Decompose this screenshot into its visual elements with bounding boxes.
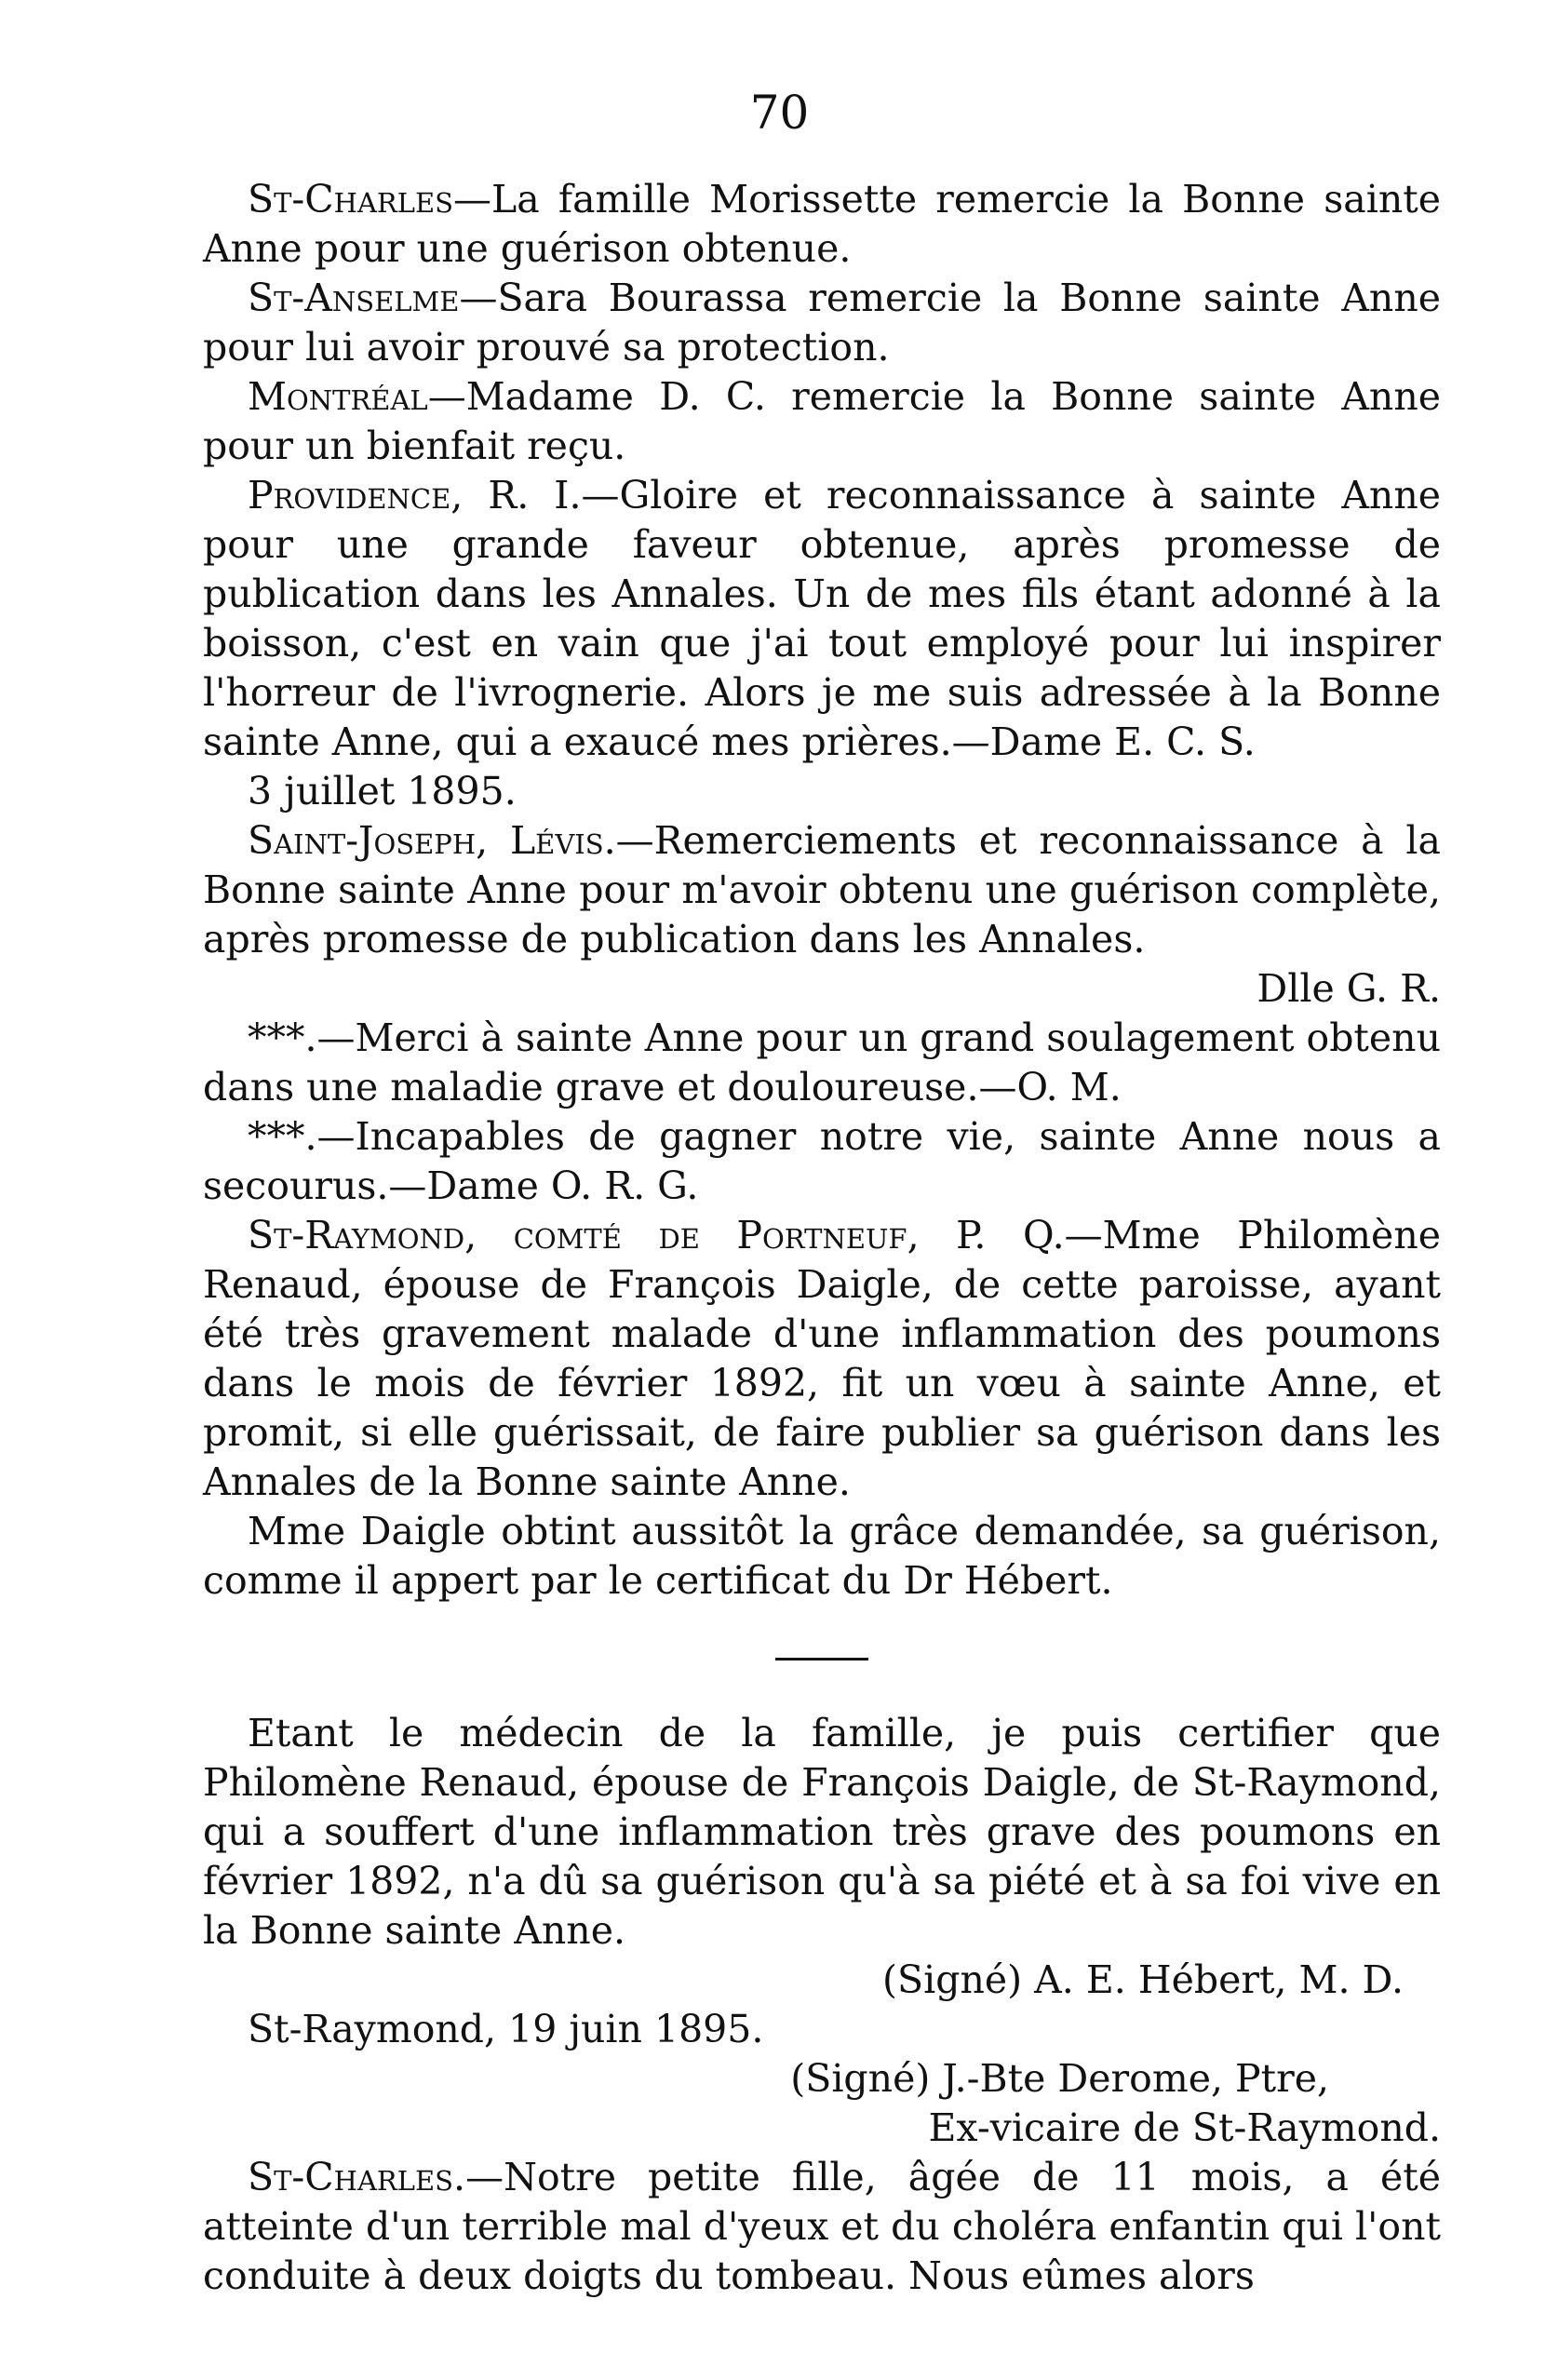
- entry-st-anselme: [203, 274, 1441, 372]
- entry-text: —Madame D. C. remercie la Bonne sainte Anne pour un bienfait reçu.: [203, 374, 1441, 468]
- certificate-signature-1: (Signé) A. E. Hébert, M. D.: [882, 1957, 1404, 2002]
- entry-date: [203, 767, 1441, 816]
- entry-text: ***.—Merci à sainte Anne pour un grand soulagement obtenu dans une maladie grave et douloureuse.—O. M.: [203, 1015, 1441, 1109]
- entry-text: —La famille Morissette remercie la Bonne sainte Anne pour une guérison obtenue.: [203, 177, 1441, 271]
- entry-text: Mme Daigle obtint aussitôt la grâce demandée, sa guérison, comme il appert par le certificat du Dr Hébert.: [203, 1509, 1441, 1603]
- certificate-text: Etant le médecin de la famille, je puis certifier que Philomène Renaud, épouse de François Daigle, de St-Raymond, qui a souffert d'une inflammation très grave des poumons en février 1892, n'a dû sa guérison qu'à sa piété et à sa foi vive en la Bonne sainte Anne.: [203, 1711, 1441, 1953]
- entry-st-raymond: [203, 1211, 1441, 1507]
- entry-signature: [203, 964, 1441, 1014]
- entry-text: , R. I.—Gloire et reconnaissance à sainte Anne pour une grande faveur obtenue, après promesse de publication dans les Annales. Un de mes fils étant adonné à la boisson, c'est en vain que j'ai tout employé pour lui inspirer l'horreur de l'ivrognerie. Alors je me suis adressée à la Bonne sainte Anne, qui a exaucé mes prières.—Dame E. C. S.: [203, 473, 1441, 764]
- entry-text: ***.—Incapables de gagner notre vie, sainte Anne nous a secourus.—Dame O. R. G.: [203, 1114, 1441, 1208]
- certificate-signature-2-title: Ex-vicaire de St-Raymond.: [928, 2105, 1441, 2150]
- entry-st-charles: [203, 175, 1441, 274]
- page-number: 70: [749, 86, 810, 140]
- entry-text: .—Remerciements et reconnaissance à la Bonne sainte Anne pour m'avoir obtenu une guérison complète, après promesse de publication dans les Annales.: [203, 818, 1441, 961]
- entry-daigle: [203, 1507, 1441, 1606]
- section-divider: [775, 1658, 868, 1661]
- place-name: St-Raymond, comté de Portneuf: [248, 1213, 907, 1257]
- entry-providence: [203, 471, 1441, 767]
- entry-text: Dlle G. R.: [1257, 966, 1441, 1011]
- place-name: Montréal: [248, 374, 428, 419]
- entry-text: —Sara Bourassa remercie la Bonne sainte Anne pour lui avoir prouvé sa protection.: [203, 276, 1441, 370]
- entry-anonymous-2: [203, 1112, 1441, 1211]
- certificate-place-date: St-Raymond, 19 juin 1895.: [248, 2007, 764, 2051]
- place-name: Saint-Joseph, Lévis: [248, 818, 604, 863]
- entry-anonymous-1: [203, 1014, 1441, 1112]
- entry-saint-joseph-levis: [203, 816, 1441, 964]
- entry-st-charles-2: [203, 2153, 1441, 2301]
- entry-text: , P. Q.—Mme Philomène Renaud, épouse de François Daigle, de cette paroisse, ayant été très gravement malade d'une inflammation des poumons dans le mois de février 1892, fit un vœu à sainte Anne, et promit, si elle guérissait, de faire publier sa guérison dans les Annales de la Bonne sainte Anne.: [203, 1213, 1441, 1504]
- entry-montreal: [203, 372, 1441, 471]
- entry-text: 3 juillet 1895.: [248, 769, 517, 814]
- place-name: St-Charles: [248, 2155, 454, 2199]
- text-body: [203, 175, 1441, 2301]
- place-name: Providence: [248, 473, 451, 518]
- place-name: St-Charles: [248, 177, 454, 222]
- entry-text: .—Notre petite fille, âgée de 11 mois, a été atteinte d'un terrible mal d'yeux et du choléra enfantin qui l'ont conduite à deux doigts du tombeau. Nous eûmes alors: [203, 2155, 1441, 2298]
- place-name: St-Anselme: [248, 276, 460, 320]
- certificate-signature-2: (Signé) J.-Bte Derome, Ptre,: [790, 2056, 1329, 2101]
- doctor-certificate: [203, 1709, 1441, 2153]
